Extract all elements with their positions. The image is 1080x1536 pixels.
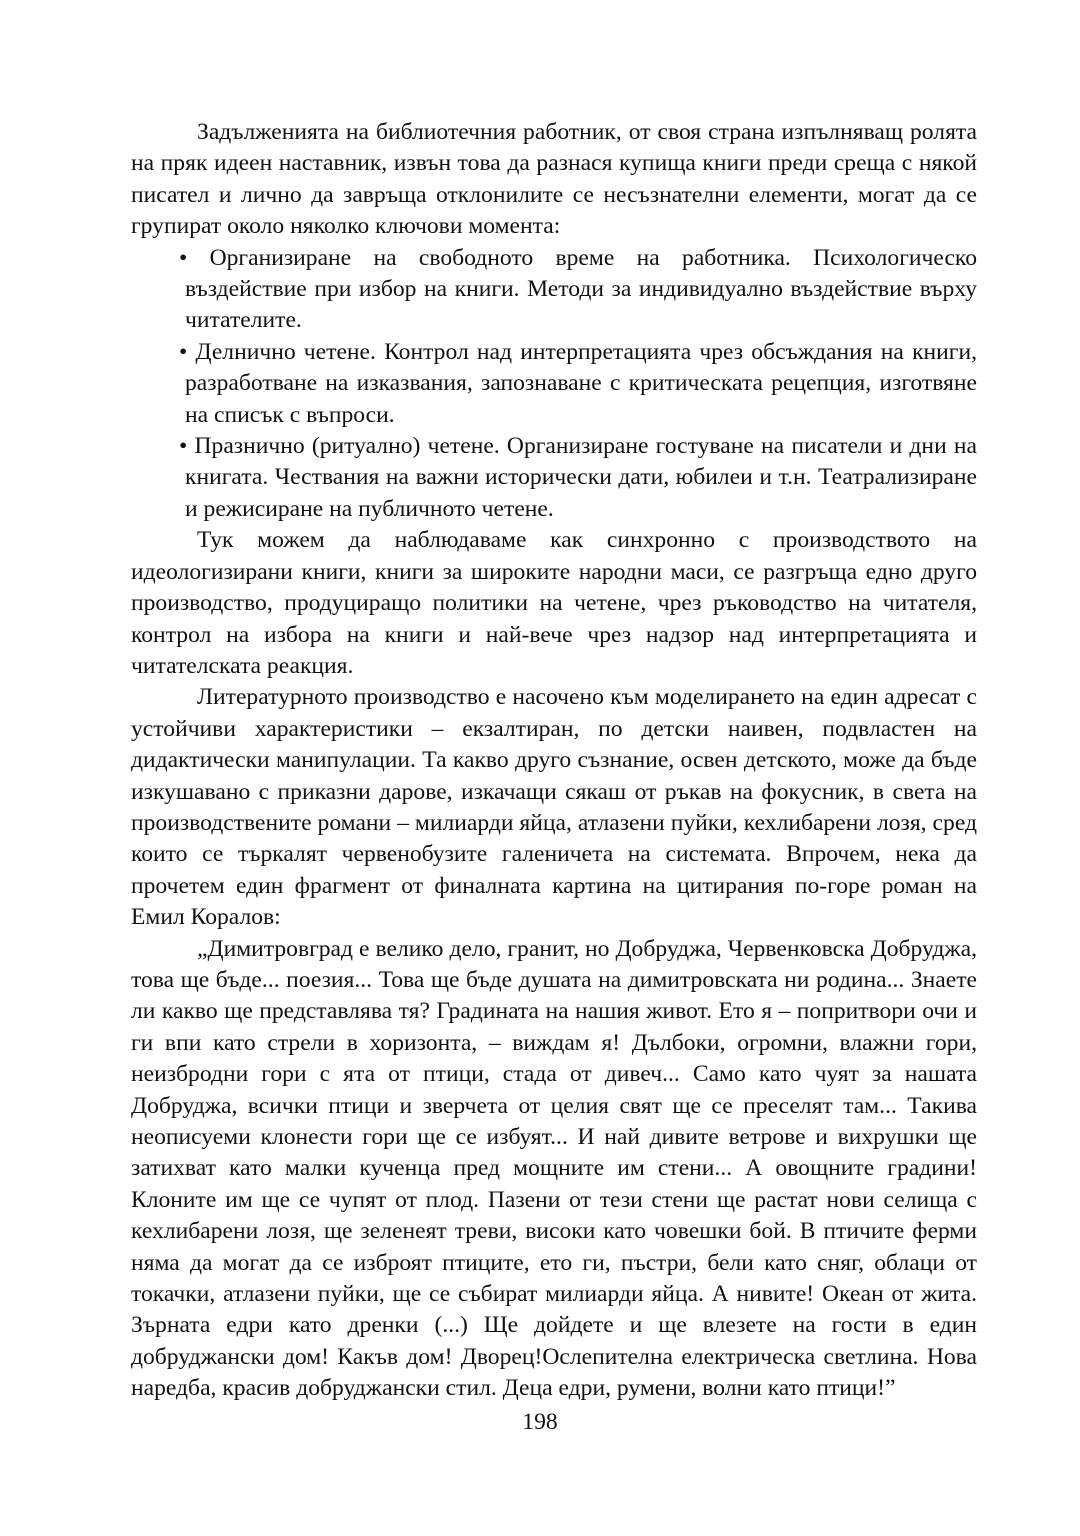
bullet-icon: • <box>179 244 188 271</box>
bullet-item <box>179 337 977 431</box>
quotation: „Димитровград е велико дело, гранит, но Добруджа, Червенковска Добруджа, това ще бъде... поезия... Това ще бъде душата на димитровската ни родина... Знаете ли какво ще представлява тя? Градината на нашия живот. Ето я – попритвори очи и ги впи като стрели в хоризонта, – виждам я! Дълбоки, огромни, влажни гори, неизбродни гори с ята от птици, стада от дивеч... Само като чуят за нашата Добруджа, всички птици и зверчета от целия свят ще се преселят там... Такива неописуеми клонести гори ще се избуят... И най дивите ветрове и вихрушки ще затихват като малки кученца пред мощните им стени... А овощните градини! Клоните им ще се чупят от плод. Пазени от тези стени ще растат нови селища с кехлибарени лозя, ще зеленеят треви, високи като човешки бой. В птичите ферми няма да могат да се изброят птиците, ето ги, пъстри, бели като сняг, облаци от токачки, атлазени пуйки, ще се събират милиарди яйца. А нивите! Океан от жита. Зърната едри като дренки (...) Ще дойдете и ще влезете на гости в един добруджански дом! Какъв дом! Дворец!Ослепителна електрическа светлина. Нова наредба, красив добруджански стил. Деца едри, румени, волни като птици!” <box>131 935 977 1402</box>
bullet-list <box>131 243 977 526</box>
bullet-icon: • <box>179 338 188 365</box>
paragraph-3: Литературното производство е насочено към моделирането на един адресат с устойчиви характеристики – екзалтиран, по детски наивен, подвластен на дидактически манипулации. Та какво друго съзнание, освен детското, може да бъде изкушавано с приказни дарове, изкачащи сякаш от ръкав на фокусник, в света на производствените романи – милиарди яйца, атлазени пуйки, кехлибарени лозя, сред които се търкалят червенобузите галеничета на системата. Впрочем, нека да прочетем един фрагмент от финалната картина на цитирания по-горе роман на Емил Коралов: <box>131 684 977 931</box>
paragraph-intro: Задълженията на библиотечния работник, от своя страна изпълняващ ролята на пряк идеен наставник, извън това да разнася купища книги преди среща с някой писател и лично да завръща отклонилите се несъзнателни елементи, могат да се групират около няколко ключови момента: <box>131 119 977 240</box>
bullet-icon: • <box>179 433 188 460</box>
bullet-text: Празнично (ритуално) четене. Организиране гостуване на писатели и дни на книгата. Чествания на важни исторически дати, юбилеи и т.н. Театрализиране и режисиране на публичното четене. <box>185 433 977 522</box>
paragraph-2: Тук можем да наблюдаваме как синхронно с производството на идеологизирани книги, книги за широките народни маси, се разгръща едно друго производство, продуциращо политики на четене, чрез ръководство на читателя, контрол на избора на книги и най-вече чрез надзор над интерпретацията и читателската реакция. <box>131 527 977 679</box>
bullet-text: Организиране на свободното време на работника. Психологическо въздействие при избор на книги. Методи за индивидуално въздействие върху читателите. <box>185 244 977 334</box>
body-text <box>131 117 977 1405</box>
bullet-item <box>179 243 977 337</box>
page-number: 198 <box>522 1409 558 1435</box>
bullet-text: Делнично четене. Контрол над интерпретацията чрез обсъждания на книги, разработване на изказвания, запознаване с критическата рецепция, изготвяне на списък с въпроси. <box>185 338 977 428</box>
bullet-item <box>179 431 977 525</box>
